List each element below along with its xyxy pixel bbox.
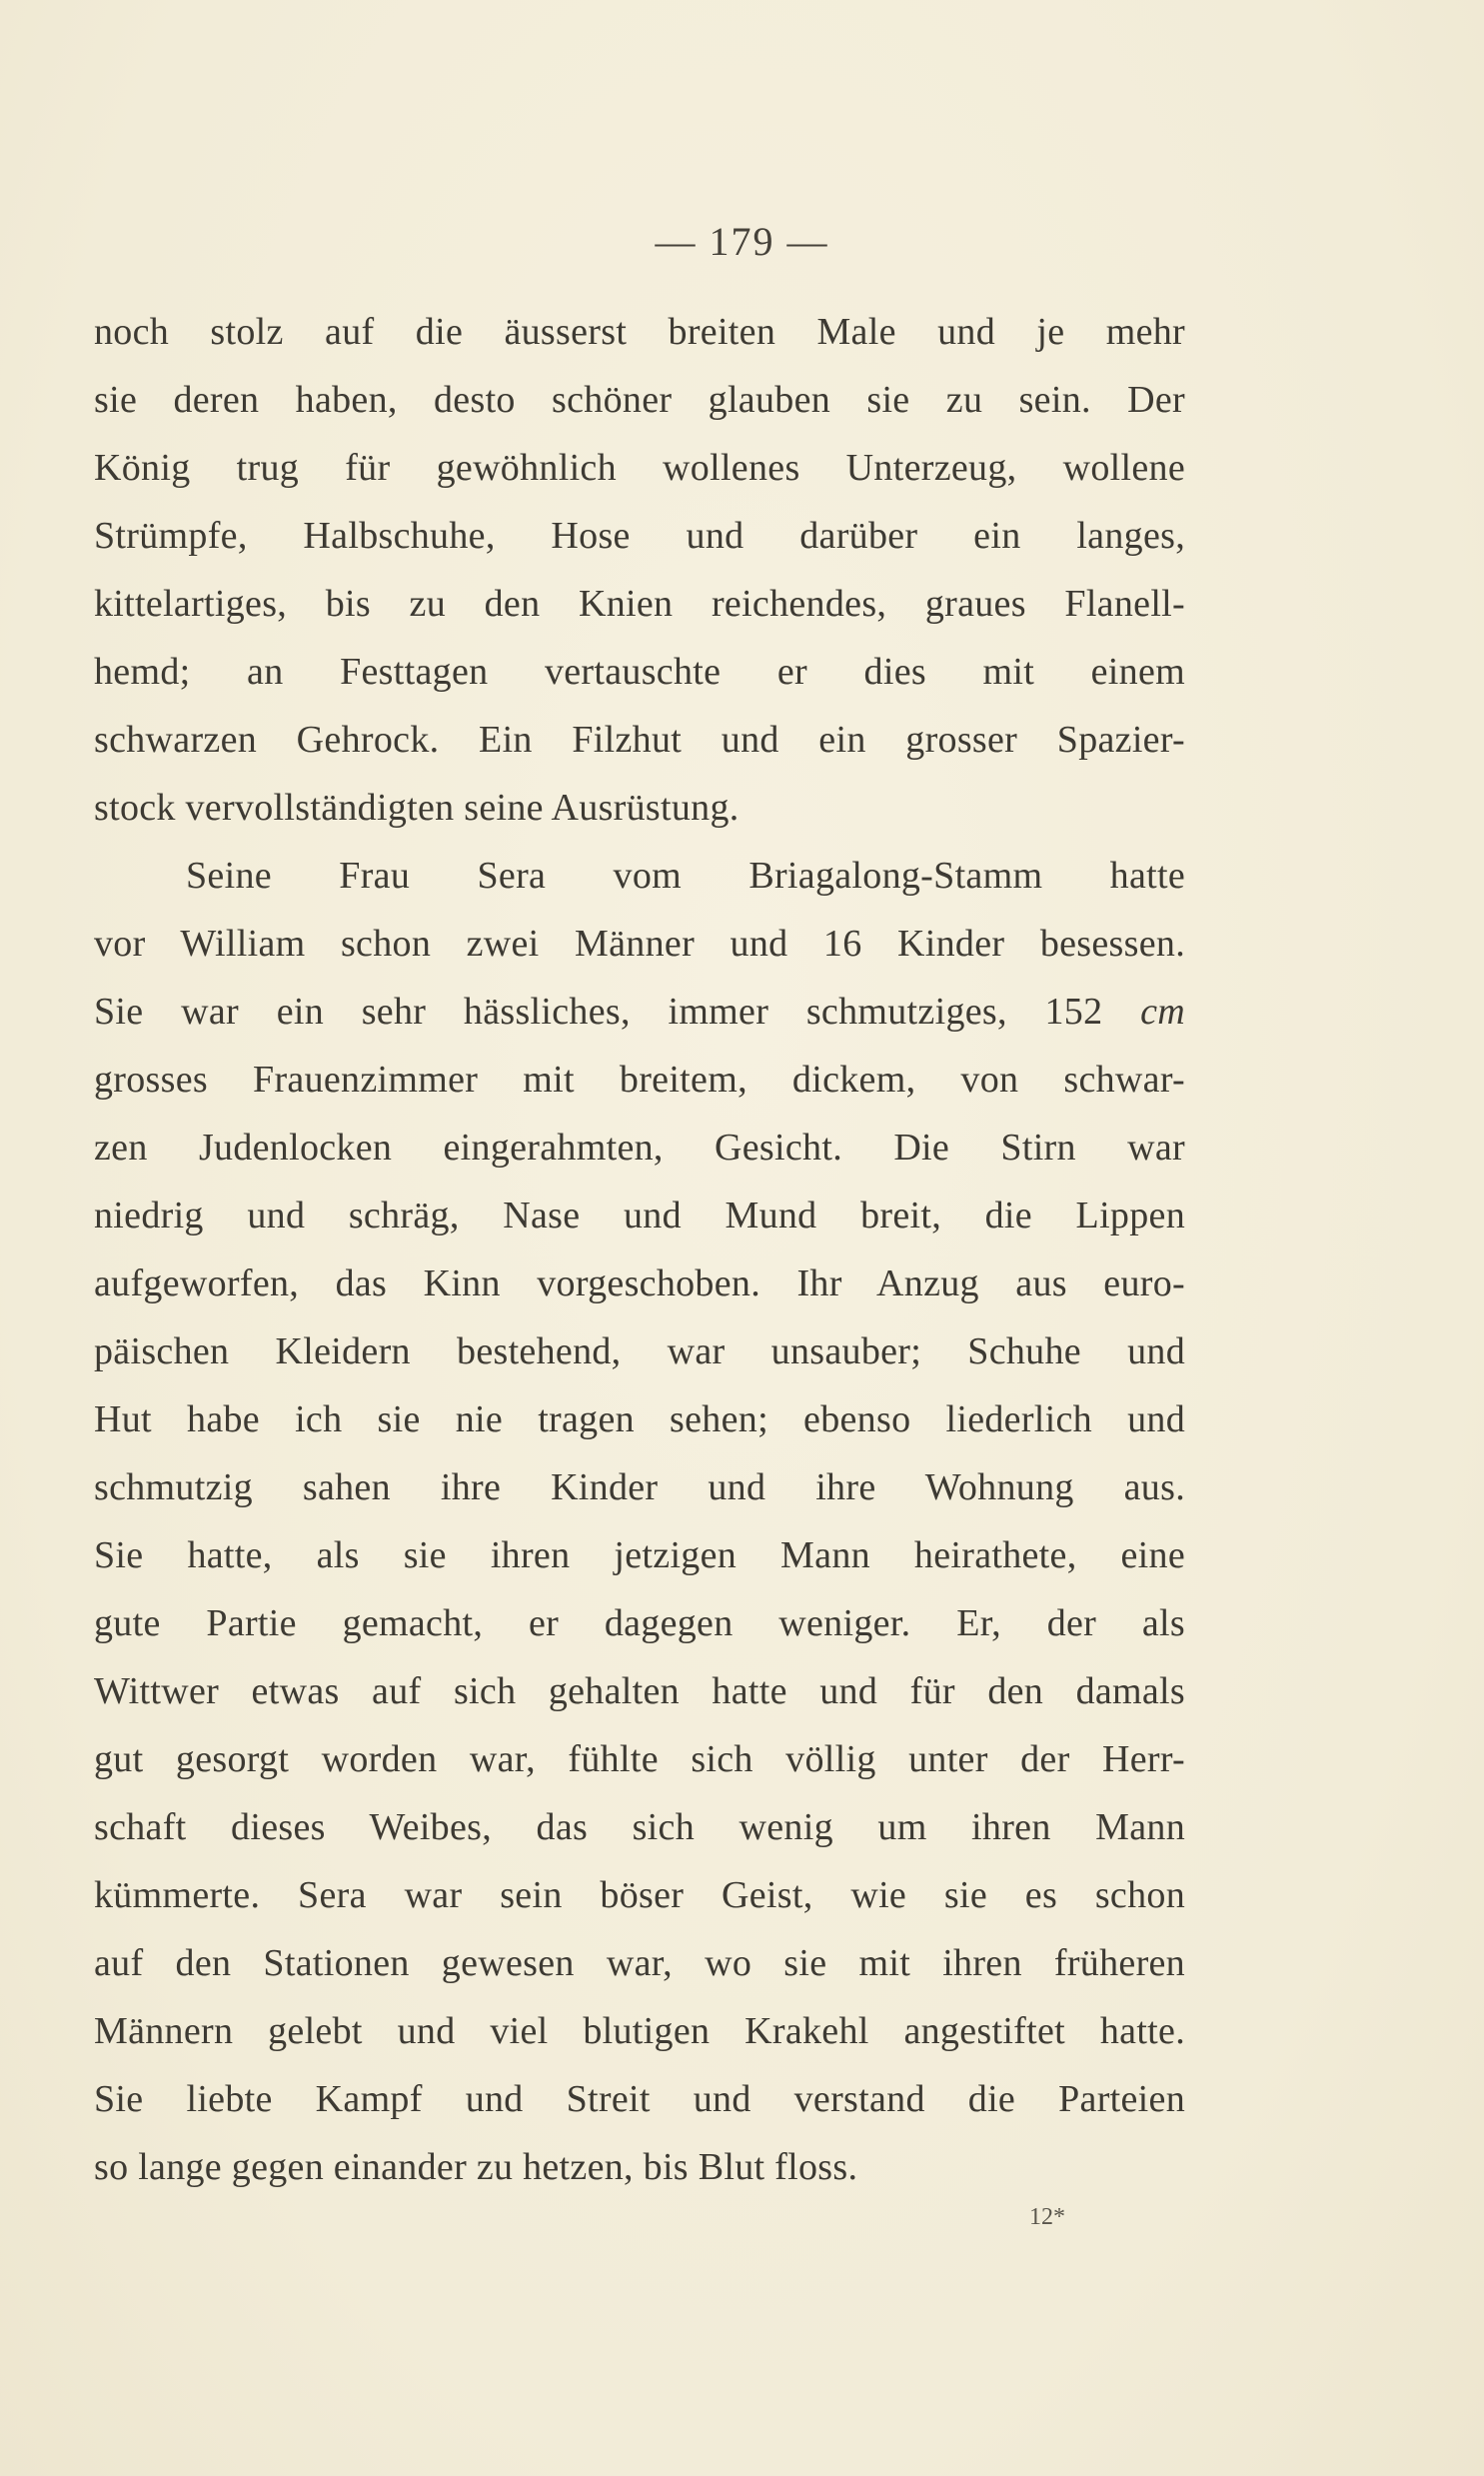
text-line: kittelartiges, bis zu den Knien reichendes, graues Flanell- <box>94 583 1185 625</box>
text-line: sie deren haben, desto schöner glauben sie zu sein. Der <box>94 379 1185 421</box>
text-line: noch stolz auf die äusserst breiten Male und je mehr <box>94 311 1185 353</box>
text-line: zen Judenlocken eingerahmten, Gesicht. Die Stirn war <box>94 1127 1185 1169</box>
text-line: schmutzig sahen ihre Kinder und ihre Wohnung aus. <box>94 1466 1185 1508</box>
signature-mark: 12* <box>1029 2204 1065 2230</box>
text-line: auf den Stationen gewesen war, wo sie mit ihren früheren <box>94 1942 1185 1984</box>
text-line: Männern gelebt und viel blutigen Krakehl angestiftet hatte. <box>94 2010 1185 2052</box>
text-line-with-unit <box>94 978 1185 1046</box>
text-line: schaft dieses Weibes, das sich wenig um ihren Mann <box>94 1806 1185 1848</box>
text-line-part: Sie war ein sehr hässliches, immer schmutziges, 152 <box>94 991 1103 1033</box>
text-line: Seine Frau Sera vom Briagalong-Stamm hatte <box>186 855 1185 897</box>
text-line: Sie hatte, als sie ihren jetzigen Mann heirathete, eine <box>94 1534 1185 1576</box>
text-line: König trug für gewöhnlich wollenes Unterzeug, wollene <box>94 447 1185 489</box>
text-line: gute Partie gemacht, er dagegen weniger. Er, der als <box>94 1602 1185 1644</box>
text-line: schwarzen Gehrock. Ein Filzhut und ein grosser Spazier- <box>94 719 1185 761</box>
text-line: niedrig und schräg, Nase und Mund breit, die Lippen <box>94 1195 1185 1237</box>
text-line: Wittwer etwas auf sich gehalten hatte und für den damals <box>94 1670 1185 1712</box>
unit-cm: cm <box>1140 991 1185 1033</box>
text-line: vor William schon zwei Männer und 16 Kinder besessen. <box>94 923 1185 965</box>
text-line: päischen Kleidern bestehend, war unsauber; Schuhe und <box>94 1330 1185 1372</box>
text-line: Hut habe ich sie nie tragen sehen; ebenso liederlich und <box>94 1398 1185 1440</box>
text-line: grosses Frauenzimmer mit breitem, dickem, von schwar- <box>94 1059 1185 1101</box>
text-line: Sie liebte Kampf und Streit und verstand die Parteien <box>94 2078 1185 2120</box>
page-number: — 179 — <box>655 219 829 264</box>
text-line: kümmerte. Sera war sein böser Geist, wie sie es schon <box>94 1874 1185 1916</box>
text-line: aufgeworfen, das Kinn vorgeschoben. Ihr Anzug aus euro- <box>94 1262 1185 1304</box>
text-line: stock vervollständigten seine Ausrüstung. <box>94 787 740 829</box>
text-line: hemd; an Festtagen vertauschte er dies mit einem <box>94 651 1185 693</box>
text-line: so lange gegen einander zu hetzen, bis Blut floss. <box>94 2146 858 2188</box>
text-line: Strümpfe, Halbschuhe, Hose und darüber ein langes, <box>94 515 1185 557</box>
text-line: gut gesorgt worden war, fühlte sich völlig unter der Herr- <box>94 1738 1185 1780</box>
